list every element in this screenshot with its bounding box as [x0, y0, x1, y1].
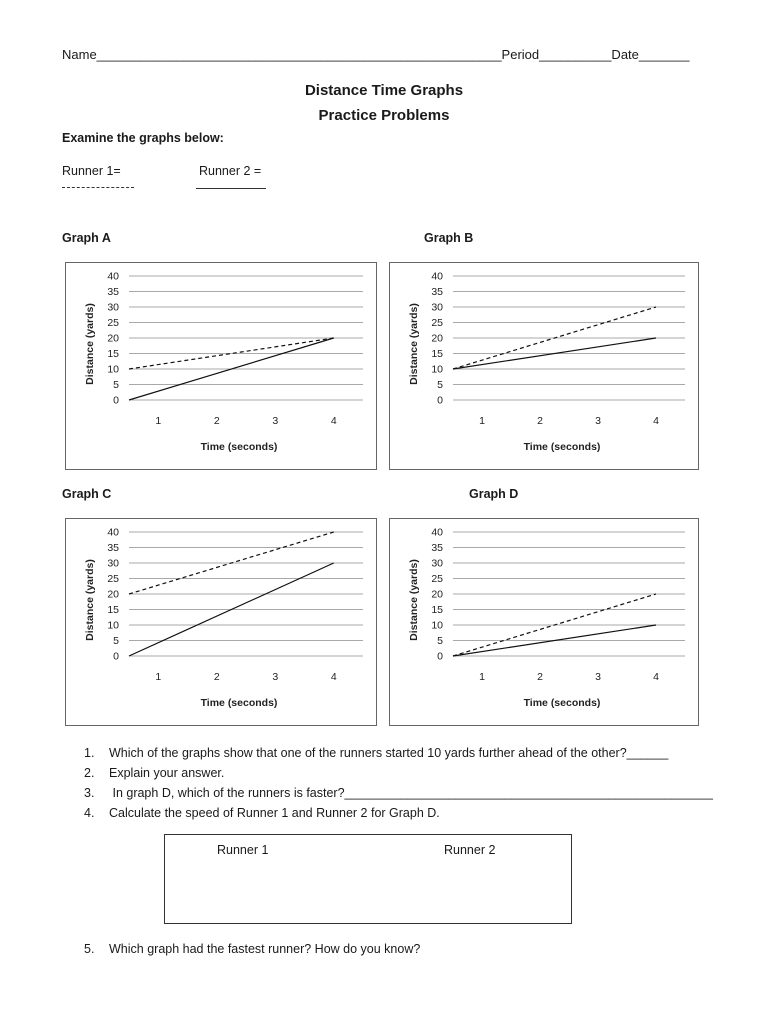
question-4: 4. Calculate the speed of Runner 1 and Runner 2 for Graph D.	[84, 806, 440, 820]
x-tick-label: 2	[537, 671, 543, 683]
x-tick-label: 2	[213, 671, 220, 683]
runner2-label: Runner 2 =	[199, 164, 262, 178]
y-tick-label: 30	[107, 557, 119, 570]
x-tick-label: 3	[595, 671, 601, 683]
graph-d-label: Graph D	[469, 487, 519, 501]
x-tick-label: 4	[653, 671, 659, 683]
y-tick-label: 20	[431, 332, 443, 345]
y-tick-label: 15	[431, 604, 443, 616]
y-axis-title: Distance (yards)	[84, 559, 96, 641]
y-tick-label: 10	[107, 363, 119, 376]
y-tick-label: 35	[431, 542, 443, 554]
question-2: 2. Explain your answer.	[84, 766, 225, 780]
page-title: Distance Time Graphs	[304, 82, 464, 99]
y-tick-label: 10	[431, 619, 443, 632]
question-3: 3. In graph D, which of the runners is faster?_____________________________________________________	[84, 786, 713, 800]
question-5: 5. Which graph had the fastest runner? How do you know?	[84, 942, 421, 956]
y-tick-label: 20	[107, 588, 119, 601]
y-tick-label: 15	[431, 348, 443, 360]
x-tick-label: 3	[595, 415, 601, 427]
y-tick-label: 25	[431, 317, 443, 329]
x-tick-label: 4	[653, 415, 659, 427]
x-tick-label: 2	[213, 415, 220, 427]
instruction-text: Examine the graphs below:	[62, 131, 224, 145]
x-tick-label: 1	[479, 415, 485, 427]
y-tick-label: 40	[431, 526, 443, 539]
graph-d-chart	[389, 518, 699, 726]
y-tick-label: 35	[431, 286, 443, 298]
answer-box-runner2-label: Runner 2	[444, 843, 496, 857]
y-tick-label: 35	[107, 542, 119, 554]
y-tick-label: 10	[107, 619, 119, 632]
y-tick-label: 5	[437, 379, 443, 391]
y-tick-label: 15	[107, 604, 119, 616]
x-tick-label: 4	[330, 671, 337, 683]
y-tick-label: 30	[431, 301, 443, 314]
y-tick-label: 25	[107, 573, 119, 585]
graph-b-chart	[389, 262, 699, 470]
y-axis-title: Distance (yards)	[408, 303, 420, 385]
y-tick-label: 0	[437, 650, 443, 663]
runner2-legend-solid-line	[196, 188, 266, 189]
x-axis-title: Time (seconds)	[523, 697, 601, 709]
runner1-legend-dashed-line	[62, 187, 134, 188]
y-tick-label: 0	[113, 650, 119, 663]
y-tick-label: 40	[107, 526, 119, 539]
y-tick-label: 30	[431, 557, 443, 570]
y-tick-label: 25	[431, 573, 443, 585]
y-tick-label: 10	[431, 363, 443, 376]
y-tick-label: 20	[431, 588, 443, 601]
y-tick-label: 35	[107, 286, 119, 298]
question-1: 1. Which of the graphs show that one of the runners started 10 yards further ahead of the other?______	[84, 746, 669, 760]
answer-box[interactable]	[164, 834, 572, 924]
x-tick-label: 2	[537, 415, 543, 427]
y-tick-label: 5	[437, 635, 443, 647]
y-tick-label: 0	[437, 394, 443, 407]
graph-b-label: Graph B	[424, 231, 474, 245]
runner1-label: Runner 1=	[62, 164, 121, 178]
graph-c-label: Graph C	[62, 487, 112, 501]
y-tick-label: 25	[107, 317, 119, 329]
x-tick-label: 4	[330, 415, 337, 427]
x-axis-title: Time (seconds)	[200, 441, 278, 453]
name-period-date-line[interactable]: Name________________________________________________________Period__________Date_______	[62, 47, 690, 62]
y-tick-label: 0	[113, 394, 119, 407]
y-axis-title: Distance (yards)	[84, 303, 96, 385]
y-tick-label: 40	[107, 270, 119, 283]
page-subtitle: Practice Problems	[318, 107, 450, 124]
y-tick-label: 20	[107, 332, 119, 345]
x-tick-label: 1	[479, 671, 485, 683]
x-axis-title: Time (seconds)	[200, 697, 278, 709]
y-tick-label: 30	[107, 301, 119, 314]
graph-a-label: Graph A	[62, 231, 111, 245]
x-tick-label: 3	[272, 671, 279, 683]
graph-a-chart	[65, 262, 377, 470]
x-tick-label: 1	[155, 415, 162, 427]
y-tick-label: 40	[431, 270, 443, 283]
y-tick-label: 5	[113, 379, 119, 391]
questions-list	[84, 743, 724, 823]
y-axis-title: Distance (yards)	[408, 559, 420, 641]
x-tick-label: 3	[272, 415, 279, 427]
y-tick-label: 5	[113, 635, 119, 647]
graph-c-chart	[65, 518, 377, 726]
x-axis-title: Time (seconds)	[523, 441, 601, 453]
answer-box-runner1-label: Runner 1	[217, 843, 269, 857]
y-tick-label: 15	[107, 348, 119, 360]
x-tick-label: 1	[155, 671, 162, 683]
